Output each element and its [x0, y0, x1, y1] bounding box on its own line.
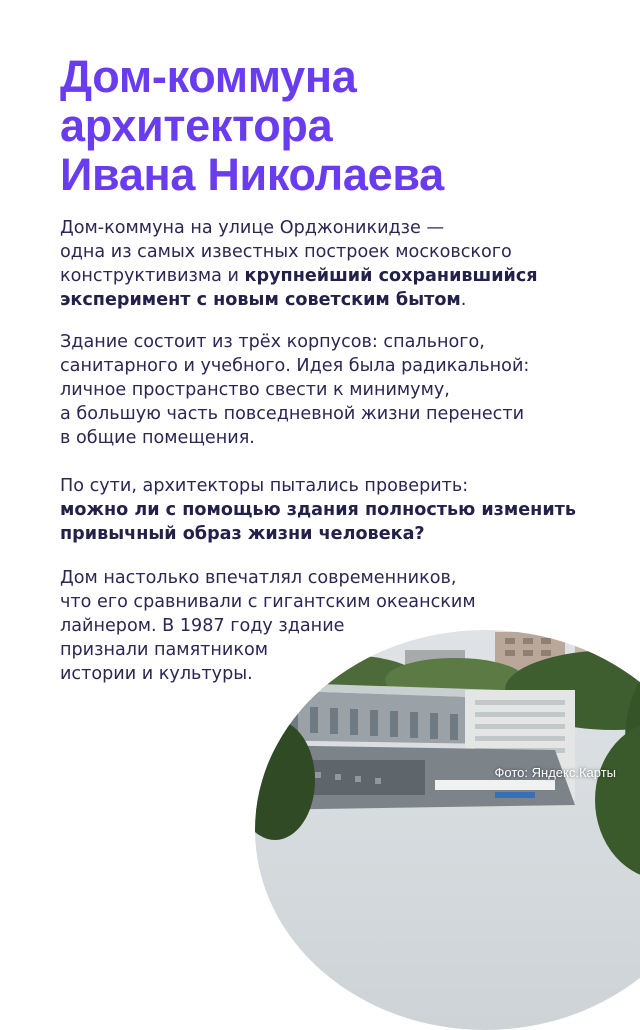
bold-text: крупнейший сохранившийся [244, 266, 538, 286]
text-line: в общие помещения. [60, 428, 255, 448]
building-photo [255, 630, 640, 1030]
bold-text: привычный образ жизни человека? [60, 524, 425, 544]
text-fragment: . [460, 290, 467, 310]
text-line [60, 288, 620, 312]
text-line [60, 264, 620, 288]
text-line: Дом настолько впечатлял современников, [60, 568, 457, 588]
bold-text: можно ли с помощью здания полностью изменить [60, 500, 576, 520]
text-fragment: конструктивизма и [60, 266, 245, 286]
text-line: лайнером. В 1987 году здание [60, 616, 345, 636]
bold-text: эксперимент с новым советским бытом [60, 290, 461, 310]
text-line: санитарного и учебного. Идея была радикальной: [60, 356, 530, 376]
text-line: Дом-коммуна на улице Орджоникидзе — [60, 218, 445, 238]
paragraph-question [60, 474, 620, 546]
text-line: личное пространство свести к минимуму, [60, 380, 450, 400]
text-line: По сути, архитекторы пытались проверить: [60, 476, 469, 496]
title-line-1: Дом-коммуна [60, 51, 357, 102]
title-line-2: архитектора [60, 100, 333, 151]
text-line: истории и культуры. [60, 664, 253, 684]
text-line: Здание состоит из трёх корпусов: спального, [60, 332, 485, 352]
paragraph-intro [60, 216, 620, 312]
photo-credit: Фото: Яндекс.Карты [494, 765, 616, 780]
text-line: признали памятником [60, 640, 269, 660]
page-title [60, 52, 444, 199]
text-line: одна из самых известных построек московского [60, 242, 512, 262]
text-line: а большую часть повседневной жизни перенести [60, 404, 525, 424]
title-line-3: Ивана Николаева [60, 149, 444, 200]
text-line: что его сравнивали с гигантским океанским [60, 592, 476, 612]
building-photo-illustration [255, 630, 640, 1030]
paragraph-structure [60, 330, 620, 450]
